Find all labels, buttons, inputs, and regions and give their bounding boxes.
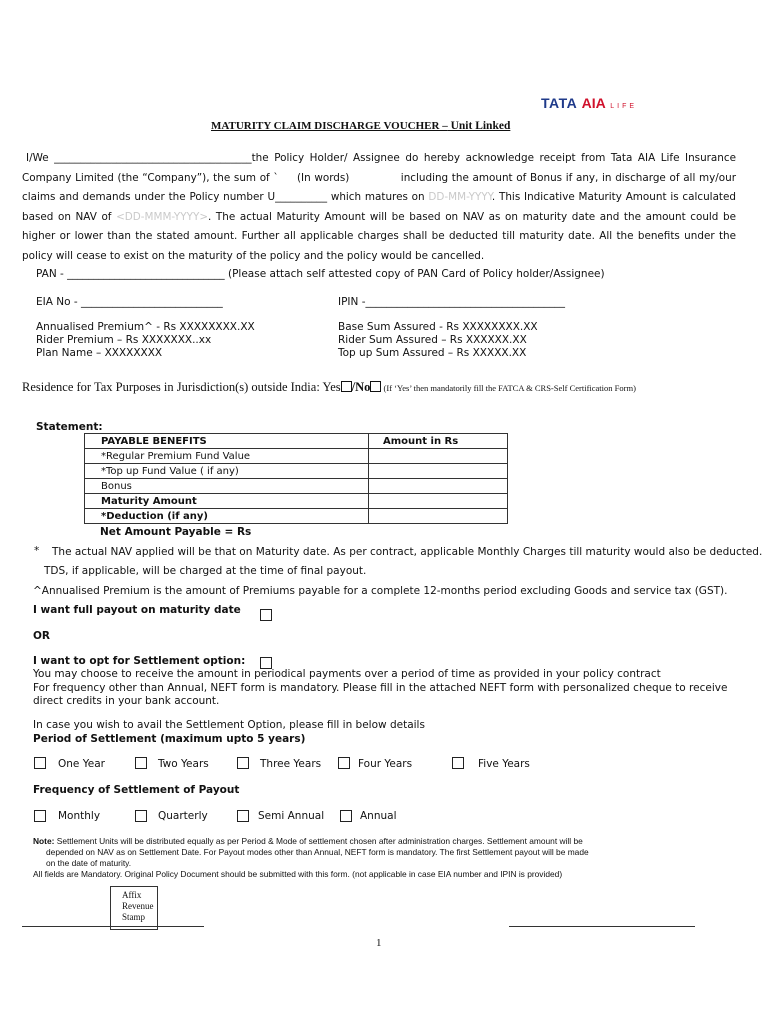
or-label: OR (33, 630, 51, 642)
title-suffix: Unit Linked (447, 120, 511, 132)
declaration-paragraph (22, 149, 736, 267)
row-amount[interactable] (369, 494, 508, 509)
freq-monthly-label: Monthly (58, 810, 101, 822)
plan-name: Plan Name – XXXXXXXX (36, 347, 163, 359)
ipin-field[interactable]: IPIN -______________________________________ (338, 296, 566, 308)
row-label: Maturity Amount (85, 494, 369, 509)
freq-monthly-checkbox[interactable] (34, 810, 46, 822)
table-row (85, 509, 508, 524)
period-two-years-checkbox[interactable] (135, 757, 147, 769)
table-row (85, 464, 508, 479)
page-title (211, 120, 510, 132)
residence-text: Residence for Tax Purposes in Jurisdiction(s) outside India: Yes (22, 380, 341, 394)
statement-table (84, 433, 508, 524)
signature-line-left[interactable] (22, 926, 204, 927)
annualised-premium: Annualised Premium^ - Rs XXXXXXXX.XX (36, 321, 255, 333)
note-nav: The actual NAV applied will be that on Maturity date. As per contract, applicable Monthly Charges till maturity would also be deducted. (52, 546, 763, 558)
full-payout-label: I want full payout on maturity date (33, 604, 241, 616)
stamp-line-2: Revenue (122, 901, 154, 911)
period-three-years-label: Three Years (260, 758, 322, 770)
note-line-4: All fields are Mandatory. Original Policy Document should be submitted with this form. (not applicable in case EIA number and IPIN is provided) (33, 869, 563, 879)
note-label: Note: (33, 836, 55, 846)
rider-premium: Rider Premium – Rs XXXXXXX..xx (36, 334, 212, 346)
table-row (85, 494, 508, 509)
full-payout-checkbox[interactable] (260, 609, 272, 621)
header-amount: Amount in Rs (369, 434, 508, 449)
period-three-years-checkbox[interactable] (237, 757, 249, 769)
page-number: 1 (376, 937, 382, 949)
freq-quarterly-label: Quarterly (158, 810, 208, 822)
row-label: Bonus (85, 479, 369, 494)
declaration-part-1: I/We ______________________________________the Policy Holder/ Assignee do hereby acknowledge receipt from Tata AIA Life Insurance Company Limited (the “Company”), the sum of ` (In words) including the amount of Bonus if any, in discharge of all my/our claims and demands under the Policy number U__________ which matures on (22, 152, 736, 204)
settlement-text-2: For frequency other than Annual, NEFT form is mandatory. Please fill in the attached NEFT form with personalized cheque to receive (33, 682, 728, 694)
pan-field[interactable]: PAN - ______________________________ (Please attach self attested copy of PAN Card of Policy holder/Assignee) (36, 268, 605, 280)
row-label: *Top up Fund Value ( if any) (85, 464, 369, 479)
table-row (85, 449, 508, 464)
topup-sum-assured: Top up Sum Assured – Rs XXXXX.XX (338, 347, 527, 359)
logo-life: LIFE (610, 103, 638, 110)
freq-annual-checkbox[interactable] (340, 810, 352, 822)
row-amount[interactable] (369, 449, 508, 464)
settlement-note (33, 836, 583, 846)
period-four-years-checkbox[interactable] (338, 757, 350, 769)
period-one-year-label: One Year (58, 758, 105, 770)
net-amount-payable: Net Amount Payable = Rs (100, 526, 252, 538)
note-star: * (34, 545, 40, 557)
row-label: *Deduction (if any) (85, 509, 369, 524)
period-title: Period of Settlement (maximum upto 5 years) (33, 733, 306, 745)
table-row (85, 479, 508, 494)
title-main: MATURITY CLAIM DISCHARGE VOUCHER – (211, 120, 448, 132)
stamp-line-1: Affix (122, 890, 142, 900)
eia-field[interactable]: EIA No - ___________________________ (36, 296, 223, 308)
declaration-part-2: . This Indicative Maturity Amount is calculated based on NAV of (22, 191, 736, 223)
period-four-years-label: Four Years (358, 758, 413, 770)
base-sum-assured: Base Sum Assured - Rs XXXXXXXX.XX (338, 321, 538, 333)
revenue-stamp-box (110, 886, 158, 930)
note-tds: TDS, if applicable, will be charged at the time of final payout. (44, 565, 367, 577)
stamp-line-3: Stamp (122, 912, 146, 922)
settlement-text-3: direct credits in your bank account. (33, 695, 220, 707)
residence-note: (If ‘Yes’ then mandatorily fill the FATCA & CRS-Self Certification Form) (381, 383, 636, 393)
settlement-text-4: In case you wish to avail the Settlement Option, please fill in below details (33, 719, 425, 731)
yes-checkbox[interactable] (341, 381, 352, 392)
residence-no: /No (351, 380, 371, 394)
row-amount[interactable] (369, 509, 508, 524)
period-two-years-label: Two Years (158, 758, 209, 770)
logo-tata: TATA (541, 95, 578, 111)
period-five-years-label: Five Years (478, 758, 530, 770)
logo-aia: AIA (581, 95, 606, 111)
frequency-title: Frequency of Settlement of Payout (33, 784, 240, 796)
row-amount[interactable] (369, 464, 508, 479)
table-header-row (85, 434, 508, 449)
row-amount[interactable] (369, 479, 508, 494)
freq-semi-annual-label: Semi Annual (258, 810, 325, 822)
note-line-2: depended on NAV as on Settlement Date. For Payout modes other than Annual, NEFT form is mandatory. The first Settlement payout will be made (46, 847, 589, 857)
note-annualised: ^Annualised Premium is the amount of Premiums payable for a complete 12-months period excluding Goods and service tax (GST). (33, 585, 728, 597)
signature-line-right[interactable] (509, 926, 695, 927)
header-payable-benefits: PAYABLE BENEFITS (85, 434, 369, 449)
declaration-part-3: . The actual Maturity Amount will be based on NAV as on maturity date and the amount could be higher or lower than the stated amount. Further all applicable charges shall be deducted till maturity date. All the benefits under the policy will cease to exist on the maturity of the policy and the policy would be cancelled. (22, 210, 736, 262)
freq-semi-annual-checkbox[interactable] (237, 810, 249, 822)
residence-question (22, 380, 636, 395)
statement-label: Statement: (36, 421, 103, 433)
note-line-1: Settlement Units will be distributed equally as per Period & Mode of settlement chosen after administration charges. Settlement amount will be (54, 836, 583, 846)
row-label: *Regular Premium Fund Value (85, 449, 369, 464)
freq-annual-label: Annual (360, 810, 397, 822)
settlement-text-1: You may choose to receive the amount in periodical payments over a period of time as provided in your policy contract (33, 668, 661, 680)
settlement-option-label: I want to opt for Settlement option: (33, 655, 246, 667)
freq-quarterly-checkbox[interactable] (135, 810, 147, 822)
maturity-date-placeholder: DD-MM-YYYY (428, 191, 492, 204)
period-five-years-checkbox[interactable] (452, 757, 464, 769)
no-checkbox[interactable] (370, 381, 381, 392)
period-one-year-checkbox[interactable] (34, 757, 46, 769)
rider-sum-assured: Rider Sum Assured – Rs XXXXXX.XX (338, 334, 527, 346)
nav-date-placeholder: <DD-MMM-YYYY> (116, 210, 209, 223)
tata-aia-logo (541, 95, 637, 113)
note-line-3: on the date of maturity. (46, 858, 132, 868)
